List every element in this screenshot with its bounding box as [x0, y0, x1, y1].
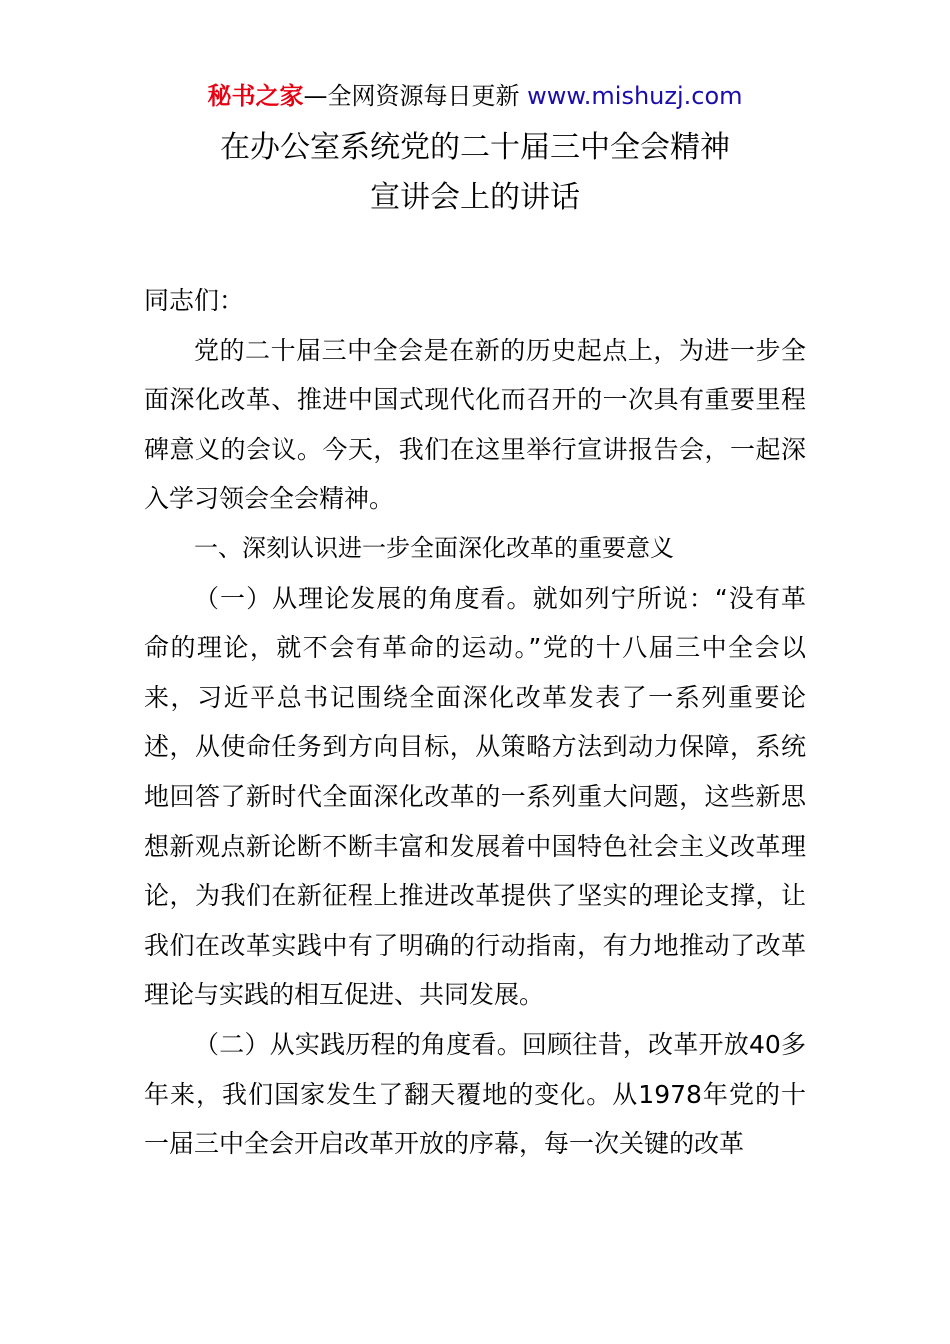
- paragraph-point-1: （一）从理论发展的角度看。就如列宁所说：“没有革命的理论，就不会有革命的运动。”党的十八届三中全会以来，习近平总书记围绕全面深化改革发表了一系列重要论述，从使命任务到方向目标，从策略方法到动力保障，系统地回答了新时代全面深化改革的一系列重大问题，这些新思想新观点新论断不断丰富和发展着中国特色社会主义改革理论，为我们在新征程上推进改革提供了坚实的理论支撑，让我们在改革实践中有了明确的行动指南，有力地推动了改革理论与实践的相互促进、共同发展。: [144, 583, 806, 1010]
- paragraph-intro: 党的二十届三中全会是在新的历史起点上，为进一步全面深化改革、推进中国式现代化而召开的一次具有重要里程碑意义的会议。今天，我们在这里举行宣讲报告会，一起深入学习领会全会精神。: [144, 335, 806, 514]
- paragraph-point-2: （二）从实践历程的角度看。回顾往昔，改革开放40多年来，我们国家发生了翻天覆地的变化。从1978年党的十一届三中全会开启改革开放的序幕，每一次关键的改革: [144, 1029, 806, 1159]
- salutation: 同志们：: [144, 286, 245, 315]
- header-tagline: —全网资源每日更新: [303, 82, 520, 110]
- brand-name: 秘书之家: [207, 82, 304, 110]
- document-title-line-1: 在办公室系统党的二十届三中全会精神: [220, 130, 730, 165]
- section-heading-1: 一、深刻认识进一步全面深化改革的重要意义: [194, 533, 674, 562]
- site-url-link[interactable]: www.mishuzj.com: [527, 82, 743, 110]
- document-body: [144, 276, 806, 1169]
- document-title-line-2: 宣讲会上的讲话: [370, 180, 580, 215]
- site-header: [0, 80, 950, 112]
